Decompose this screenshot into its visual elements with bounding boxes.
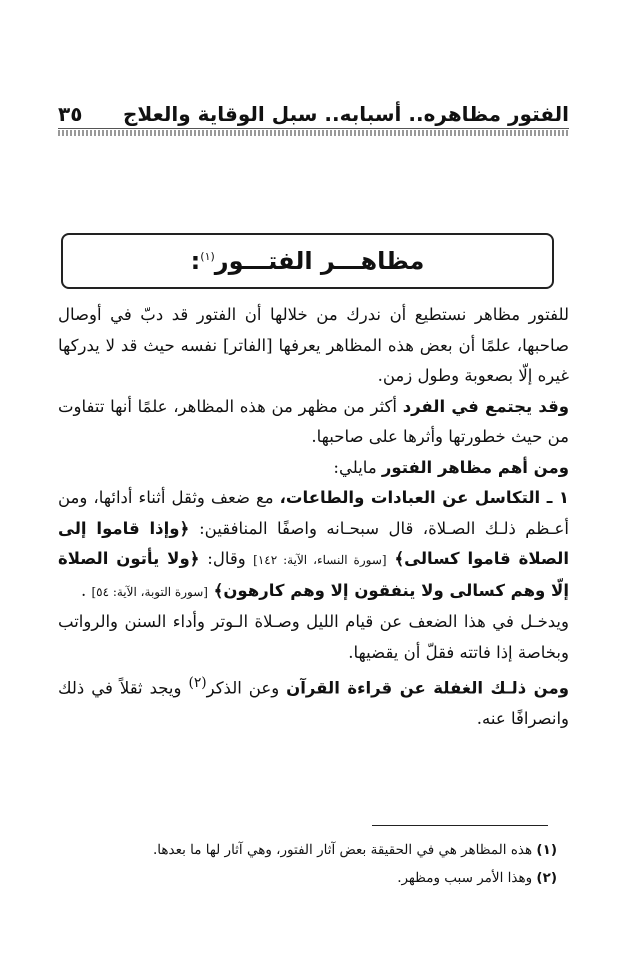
quran-quote-1: ﴿وإذا قاموا إلى الصلاة قاموا كسالى﴾ (58, 518, 569, 568)
footnote-1-label: (١) (536, 842, 557, 858)
heading-footnote-ref: (١) (200, 250, 215, 263)
list-item-1-title: ١ ـ التكاسل عن العبادات والطاعات، (279, 488, 569, 507)
footnote-separator (372, 825, 548, 826)
list-intro-lead: ومن أهم مظاهر الفتور (381, 457, 569, 477)
quran-reference-1: [سورة النساء، الآية: ١٤٢] (253, 553, 387, 567)
list-item-1-end: . (80, 580, 92, 600)
list-item-1-text-2: وقال: (207, 549, 254, 568)
quran-quote-2: ﴿ولا يأتون الصلاة إلّا وهم كسالى ولا ينفقون إلا وهم كارهون﴾ (58, 549, 569, 600)
quran-neglect-text-2: ويجد ثقلاً في ذلك وانصرافًا عنه. (58, 678, 569, 728)
footnote-2-text: وهذا الأمر سبب ومظهر. (397, 870, 533, 886)
footnote-1 (120, 836, 557, 864)
heading-title: مظاهـــر الفتـــور (214, 247, 425, 275)
running-title: الفتور مظاهره.. أسبابه.. سبل الوقاية والعلاج (122, 102, 569, 126)
paragraph-combine (58, 392, 569, 453)
body-text (58, 300, 569, 735)
list-item-1 (58, 483, 569, 607)
quran-neglect-lead: ومن ذلـك الغفلة عن قراءة القرآن (286, 678, 569, 698)
header-rule (58, 128, 569, 129)
quran-reference-2: [سورة التوبة، الآية: ٥٤] (91, 584, 208, 599)
paragraph-combine-lead: وقد يجتمع في الفرد (402, 396, 570, 416)
paragraph-combine-text: أكثر من مظهر من هذه المظاهر، علمًا أنها تتفاوت من حيث خطورتها وأثرها على صاحبها. (58, 396, 569, 446)
paragraph-quran-neglect (58, 668, 569, 735)
paragraph-list-intro (58, 453, 569, 484)
section-heading-box (61, 233, 554, 289)
footnotes (120, 836, 557, 892)
running-header (58, 92, 569, 126)
page-number: ٣٥ (58, 102, 83, 126)
paragraph-night-prayer: ويدخـل في هذا الضعف عن قيام الليل وصـلاة الـوتر وأداء السنن والرواتب وبخاصة إذا فاتته فقلّ أن يقضيها. (58, 612, 569, 662)
paragraph-intro: للفتور مظاهر نستطيع أن ندرك من خلالها أن الفتور قد دبّ في أوصال صاحبها، علمًا أن بعض هذه المظاهر يعرفها [الفاتر] نفسه حيث قد لا يدركها غيره إلّا بصعوبة وطول زمن. (58, 305, 569, 385)
heading-colon: : (190, 247, 201, 275)
list-item-1-text: مع ضعف وثقل أثناء أدائها، ومن أعـظم ذلـك الصـلاة، قال سبحـانه واصفًا المنافقين: (58, 488, 569, 538)
quran-neglect-text: وعن الذكر (206, 678, 287, 698)
section-heading (191, 247, 425, 275)
footnote-ref-2: (٢) (188, 675, 207, 691)
footnote-2-label: (٢) (536, 870, 557, 886)
header-dotted-rule (58, 130, 569, 136)
footnote-2 (120, 864, 557, 892)
footnote-1-text: هذه المظاهر هي في الحقيقة بعض آثار الفتور، وهي آثار لها ما بعدها. (153, 842, 533, 858)
list-intro-text: مايلي: (333, 457, 382, 477)
